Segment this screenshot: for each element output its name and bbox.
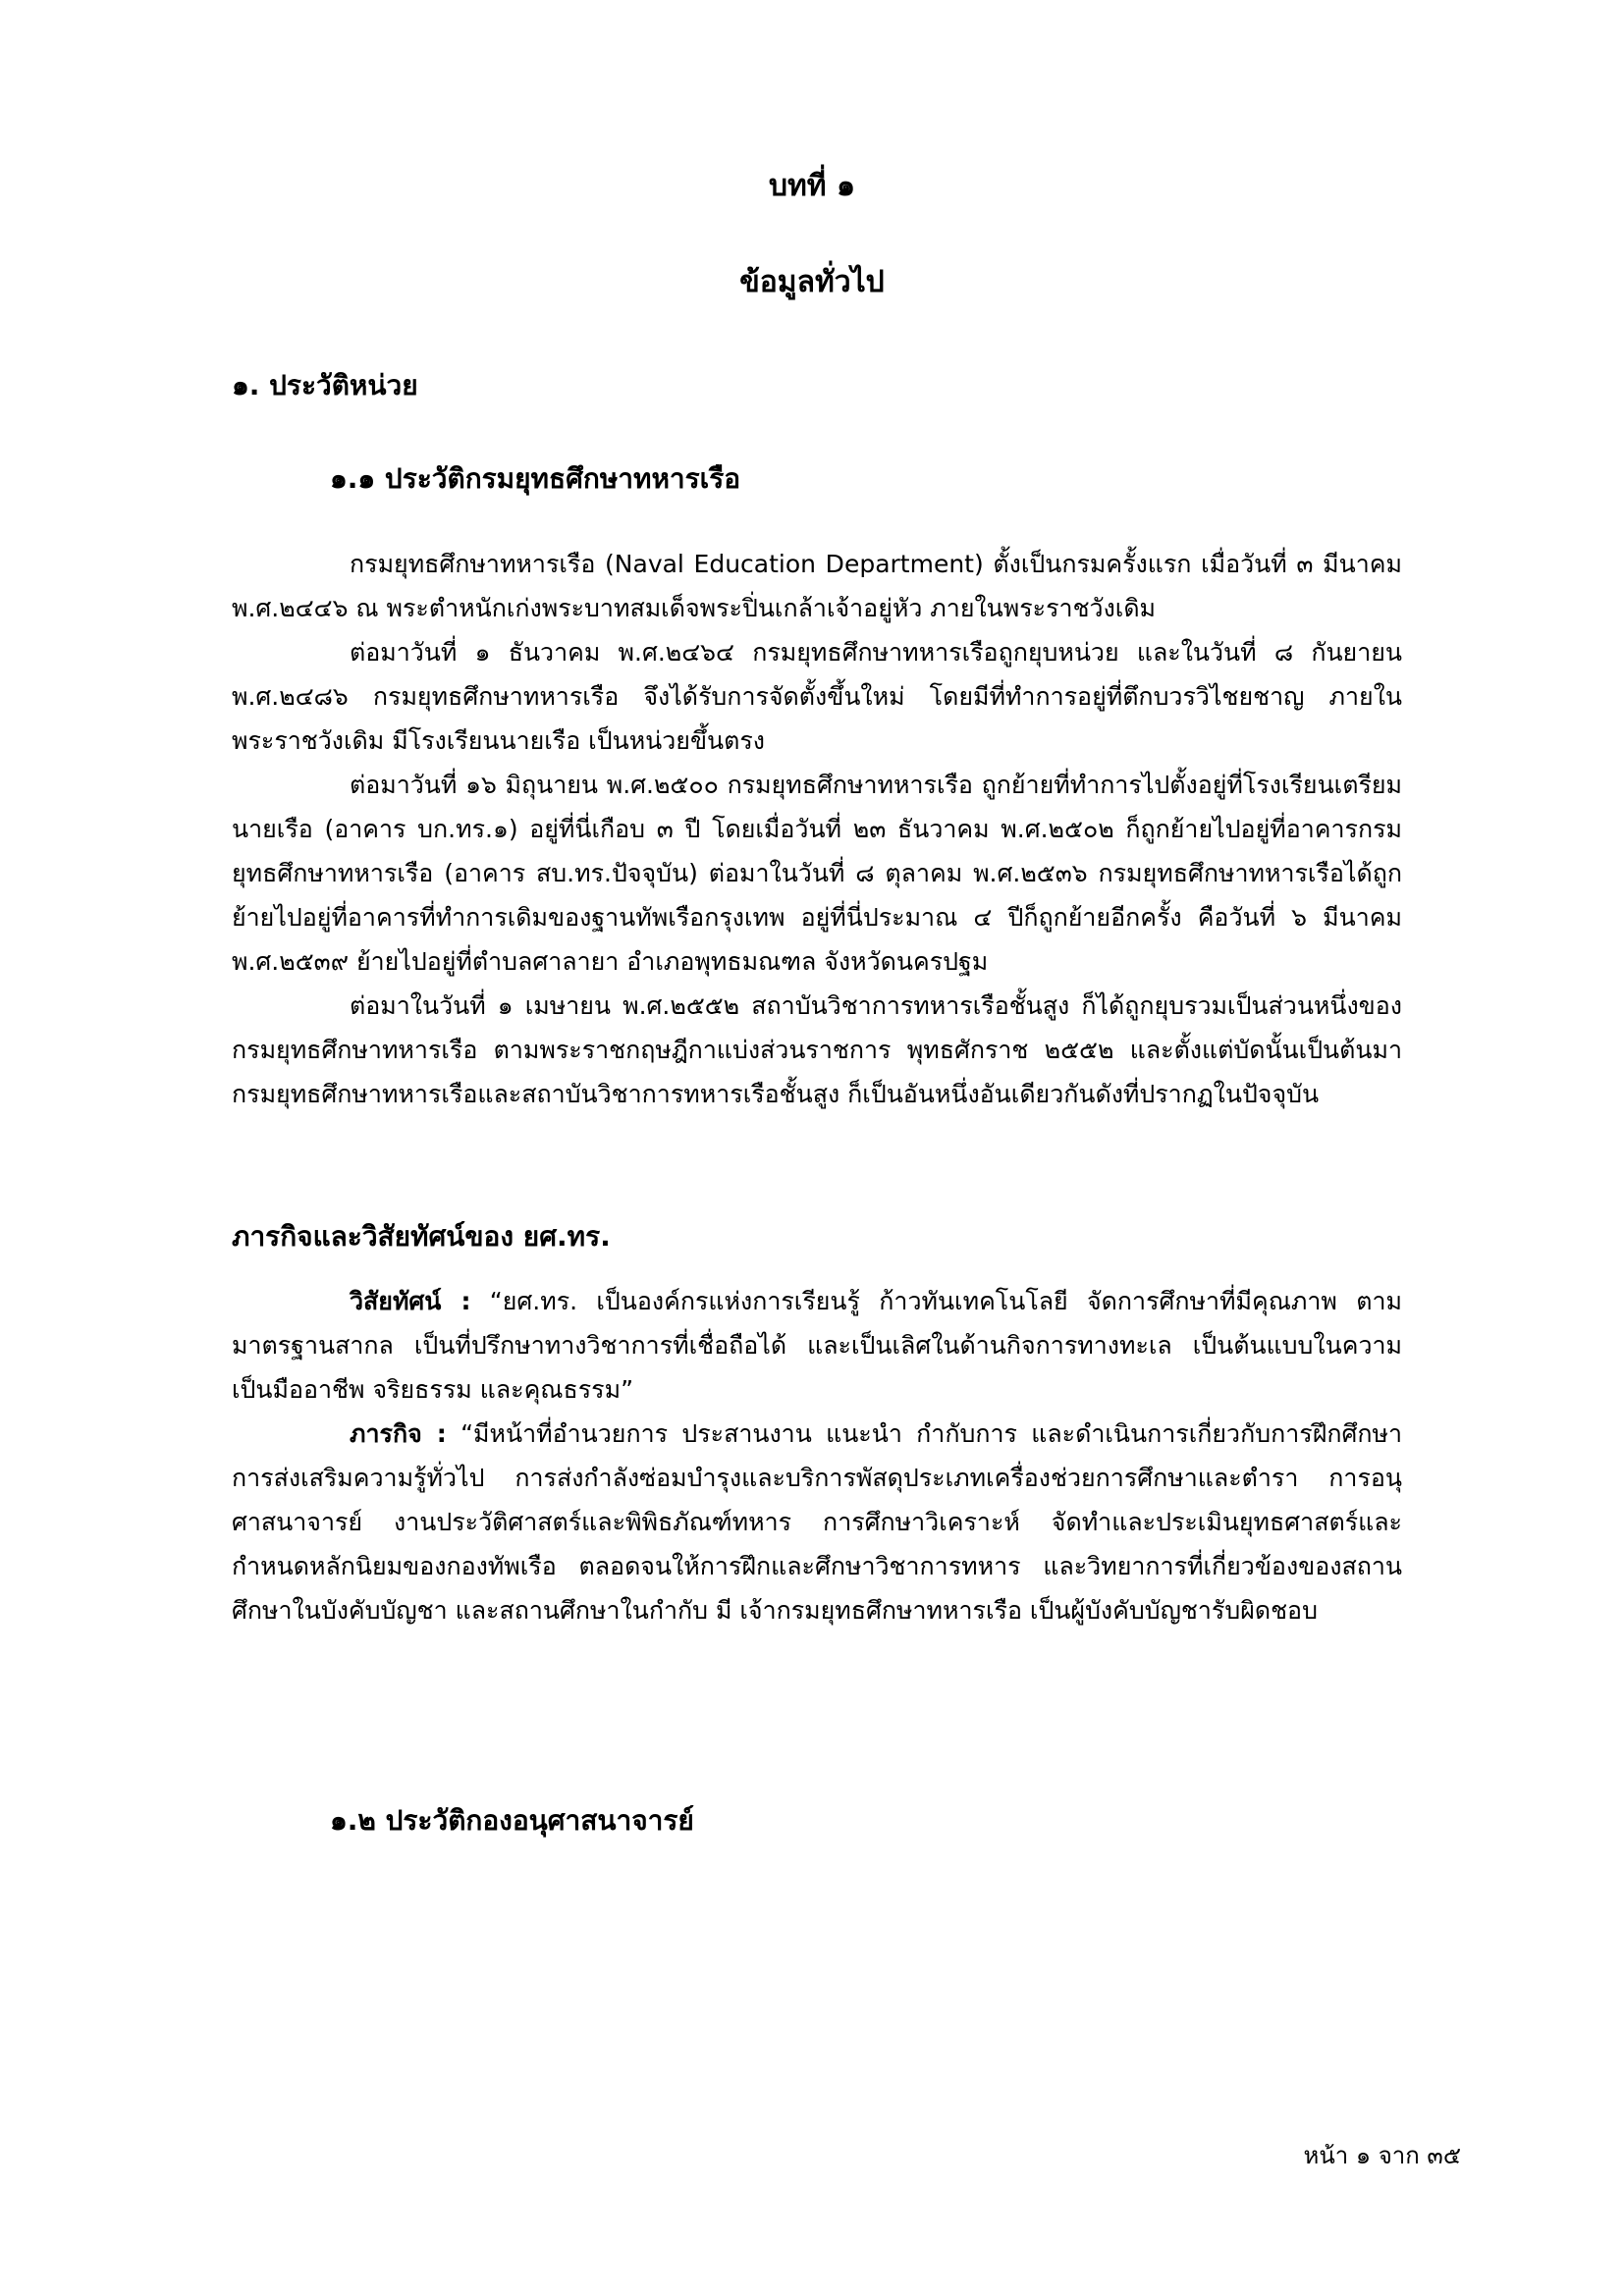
history-paragraph: ต่อมาวันที่ ๑ ธันวาคม พ.ศ.๒๔๖๔ กรมยุทธศึกษาทหารเรือถูกยุบหน่วย และในวันที่ ๘ กันยายน พ.ศ.๒๔๘๖ กรมยุทธศึกษาทหารเรือ จึงได้รับการจัดตั้งขึ้นใหม่ โดยมีที่ทำการอยู่ที่ตึกบวรวิไชยชาญ ภายในพระราชวังเดิม มีโรงเรียนนายเรือ เป็นหน่วยขึ้นตรง — [232, 638, 1402, 755]
vision-paragraph — [232, 1279, 1402, 1412]
section-heading-unit-history: ๑. ประวัติหน่วย — [232, 369, 418, 401]
chapter-title: บทที่ ๑ — [768, 169, 856, 203]
mission-text: “มีหน้าที่อำนวยการ ประสานงาน แนะนำ กำกับการ และดำเนินการเกี่ยวกับการฝึกศึกษา การส่งเสริมความรู้ทั่วไป การส่งกำลังซ่อมบำรุงและบริการพัสดุประเภทเครื่องช่วยการศึกษาและตำรา การอนุศาสนาจารย์ งานประวัติศาสตร์และพิพิธภัณฑ์ทหาร การศึกษาวิเคราะห์ จัดทำและประเมินยุทธศาสตร์และกำหนดหลักนิยมของกองทัพเรือ ตลอดจนให้การฝึกและศึกษาวิชาการทหาร และวิทยาการที่เกี่ยวข้องของสถานศึกษาในบังคับบัญชา และสถานศึกษาในกำกับ มี เจ้ากรมยุทธศึกษาทหารเรือ เป็นผู้บังคับบัญชารับผิดชอบ — [232, 1419, 1402, 1625]
history-paragraph: ต่อมาในวันที่ ๑ เมษายน พ.ศ.๒๕๕๒ สถาบันวิชาการทหารเรือชั้นสูง ก็ได้ถูกยุบรวมเป็นส่วนหนึ่งของกรมยุทธศึกษาทหารเรือ ตามพระราชกฤษฎีกาแบ่งส่วนราชการ พุทธศักราช ๒๕๕๒ และตั้งแต่บัดนั้นเป็นต้นมา กรมยุทธศึกษาทหารเรือและสถาบันวิชาการทหารเรือชั้นสูง ก็เป็นอันหนึ่งอันเดียวกันดังที่ปรากฏในปัจจุบัน — [232, 991, 1402, 1108]
mission-vision-heading: ภารกิจและวิสัยทัศน์ของ ยศ.ทร. — [232, 1220, 611, 1253]
subsection-heading-navedu-history: ๑.๑ ประวัติกรมยุทธศึกษาทหารเรือ — [330, 462, 741, 495]
mission-label: ภารกิจ : — [350, 1419, 447, 1448]
history-paragraph: กรมยุทธศึกษาทหารเรือ (Naval Education Department) ตั้งเป็นกรมครั้งแรก เมื่อวันที่ ๓ มีนาคม พ.ศ.๒๔๔๖ ณ พระตำหนักเก่งพระบาทสมเด็จพระปิ่นเกล้าเจ้าอยู่หัว ภายในพระราชวังเดิม — [232, 550, 1402, 622]
mission-paragraph — [232, 1412, 1402, 1632]
page-number-footer: หน้า ๑ จาก ๓๕ — [1303, 2142, 1461, 2169]
chapter-subtitle: ข้อมูลทั่วไป — [739, 265, 885, 299]
subsection-heading-chaplain-history: ๑.๒ ประวัติกองอนุศาสนาจารย์ — [330, 1804, 694, 1837]
vision-label: วิสัยทัศน์ : — [350, 1287, 471, 1315]
vision-text: “ยศ.ทร. เป็นองค์กรแห่งการเรียนรู้ ก้าวทันเทคโนโลยี จัดการศึกษาที่มีคุณภาพ ตามมาตรฐานสากล เป็นที่ปรึกษาทางวิชาการที่เชื่อถือได้ และเป็นเลิศในด้านกิจการทางทะเล เป็นต้นแบบในความเป็นมืออาชีพ จริยธรรม และคุณธรรม” — [232, 1287, 1402, 1404]
vision-mission-block — [232, 1279, 1402, 1632]
history-paragraph: ต่อมาวันที่ ๑๖ มิถุนายน พ.ศ.๒๕๐๐ กรมยุทธศึกษาทหารเรือ ถูกย้ายที่ทำการไปตั้งอยู่ที่โรงเรียนเตรียมนายเรือ (อาคาร บก.ทร.๑) อยู่ที่นี่เกือบ ๓ ปี โดยเมื่อวันที่ ๒๓ ธันวาคม พ.ศ.๒๕๐๒ ก็ถูกย้ายไปอยู่ที่อาคารกรมยุทธศึกษาทหารเรือ (อาคาร สบ.ทร.ปัจจุบัน) ต่อมาในวันที่ ๘ ตุลาคม พ.ศ.๒๕๓๖ กรมยุทธศึกษาทหารเรือได้ถูกย้ายไปอยู่ที่อาคารที่ทำการเดิมของฐานทัพเรือกรุงเทพ อยู่ที่นี่ประมาณ ๔ ปีก็ถูกย้ายอีกครั้ง คือวันที่ ๖ มีนาคม พ.ศ.๒๕๓๙ ย้ายไปอยู่ที่ตำบลศาลายา อำเภอพุทธมณฑล จังหวัดนครปฐม — [232, 771, 1402, 976]
history-text-block — [232, 542, 1402, 1116]
